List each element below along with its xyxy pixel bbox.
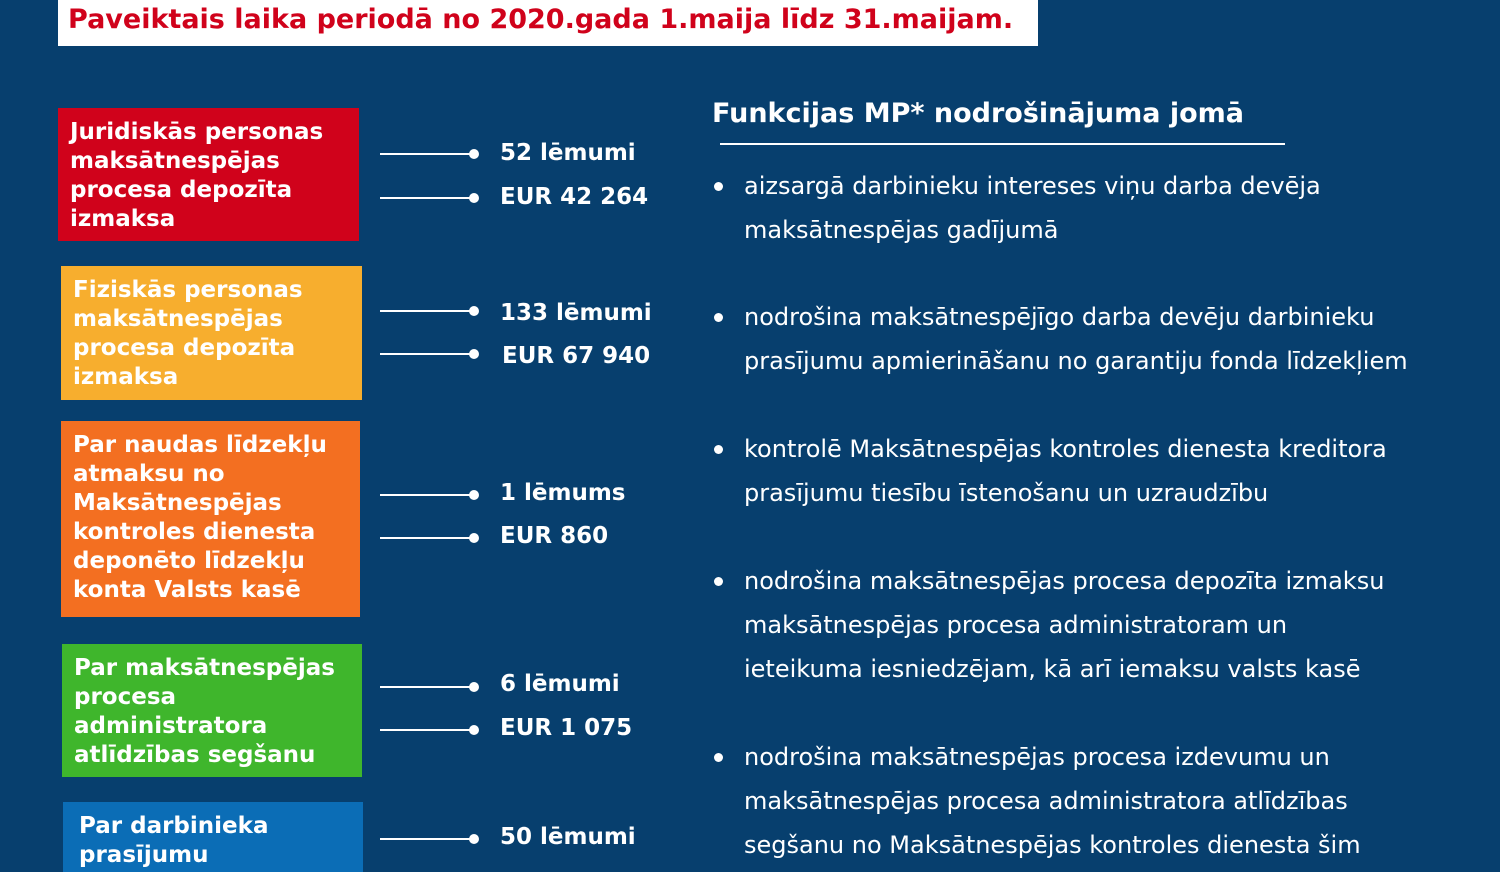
connector-dot-icon — [469, 834, 479, 844]
category-administrator-fee — [62, 644, 362, 777]
connector-dot-icon — [469, 306, 479, 316]
connector-dot-icon — [469, 193, 479, 203]
category-natural-persons-deposit — [61, 266, 362, 400]
category-line: Fiziskās personas — [73, 277, 303, 303]
function-item — [744, 427, 1464, 515]
function-line: ieteikuma iesniedzējam, kā arī iemaksu valsts kasē — [744, 655, 1361, 683]
function-item — [744, 559, 1464, 691]
function-line: maksātnespējas gadījumā — [744, 216, 1059, 244]
category-employee-claims — [63, 802, 363, 872]
category-line: prasījumu — [79, 842, 209, 868]
category-line: Juridiskās personas — [70, 119, 324, 145]
period-title: Paveiktais laika periodā no 2020.gada 1.maija līdz 31.maijam. — [68, 4, 1014, 35]
function-line: nodrošina maksātnespējīgo darba devēju darbinieku — [744, 303, 1375, 331]
connector-line — [380, 153, 474, 155]
connector-dot-icon — [469, 533, 479, 543]
function-line: maksātnespējas procesa administratora atlīdzības — [744, 787, 1348, 815]
category-line: procesa — [74, 684, 177, 710]
connector-dot-icon — [469, 349, 479, 359]
category-line: Par naudas līdzekļu — [73, 432, 327, 458]
connector-dot-icon — [469, 725, 479, 735]
category-line: deponēto līdzekļu — [73, 548, 305, 574]
connector-dot-icon — [469, 149, 479, 159]
connector-dot-icon — [469, 490, 479, 500]
category-funds-refund — [61, 421, 360, 617]
category-line: konta Valsts kasē — [73, 577, 301, 603]
connector-line — [380, 353, 474, 355]
connector-line — [380, 197, 474, 199]
category-line: Maksātnespējas — [73, 490, 282, 516]
amount-value: EUR 1 075 — [500, 715, 633, 741]
category-line: maksātnespējas — [70, 148, 280, 174]
amount-value: EUR 42 264 — [500, 184, 649, 210]
decisions-count: 1 lēmums — [500, 480, 626, 506]
function-item — [744, 164, 1464, 252]
category-line: izmaksa — [73, 364, 179, 390]
connector-line — [380, 537, 474, 539]
category-line: maksātnespējas — [73, 306, 283, 332]
bullet-icon — [714, 753, 723, 762]
category-line: atmaksu no — [73, 461, 225, 487]
category-line: procesa depozīta — [70, 177, 293, 203]
category-line: Par darbinieka — [79, 813, 269, 839]
connector-line — [380, 310, 474, 312]
function-item — [744, 735, 1464, 867]
bullet-icon — [714, 182, 723, 191]
category-line: atlīdzības segšanu — [74, 742, 316, 768]
connector-line — [380, 686, 474, 688]
decisions-count: 50 lēmumi — [500, 824, 636, 850]
bullet-icon — [714, 313, 723, 322]
category-line: administratora — [74, 713, 268, 739]
category-line: Par maksātnespējas — [74, 655, 335, 681]
function-line: nodrošina maksātnespējas procesa izdevumu un — [744, 743, 1330, 771]
amount-value: EUR 67 940 — [502, 343, 651, 369]
connector-line — [380, 494, 474, 496]
function-line: kontrolē Maksātnespējas kontroles dienesta kreditora — [744, 435, 1387, 463]
category-legal-persons-deposit — [58, 108, 359, 241]
decisions-count: 6 lēmumi — [500, 671, 620, 697]
function-line: aizsargā darbinieku intereses viņu darba devēja — [744, 172, 1321, 200]
function-item — [744, 295, 1464, 383]
category-line: izmaksa — [70, 206, 176, 232]
function-line: prasījumu apmierināšanu no garantiju fonda līdzekļiem — [744, 347, 1408, 375]
connector-line — [380, 729, 474, 731]
function-line: segšanu no Maksātnespējas kontroles dienesta šim — [744, 831, 1361, 859]
connector-dot-icon — [469, 682, 479, 692]
function-line: nodrošina maksātnespējas procesa depozīta izmaksu — [744, 567, 1385, 595]
bullet-icon — [714, 577, 723, 586]
functions-title: Funkcijas MP* nodrošinājuma jomā — [712, 98, 1244, 129]
category-line: procesa depozīta — [73, 335, 296, 361]
bullet-icon — [714, 445, 723, 454]
amount-value: EUR 860 — [500, 523, 609, 549]
function-line: prasījumu tiesību īstenošanu un uzraudzību — [744, 479, 1269, 507]
functions-title-underline — [720, 143, 1285, 145]
decisions-count: 133 lēmumi — [500, 300, 652, 326]
function-line: maksātnespējas procesa administratoram un — [744, 611, 1288, 639]
decisions-count: 52 lēmumi — [500, 140, 636, 166]
connector-line — [380, 838, 474, 840]
category-line: kontroles dienesta — [73, 519, 316, 545]
